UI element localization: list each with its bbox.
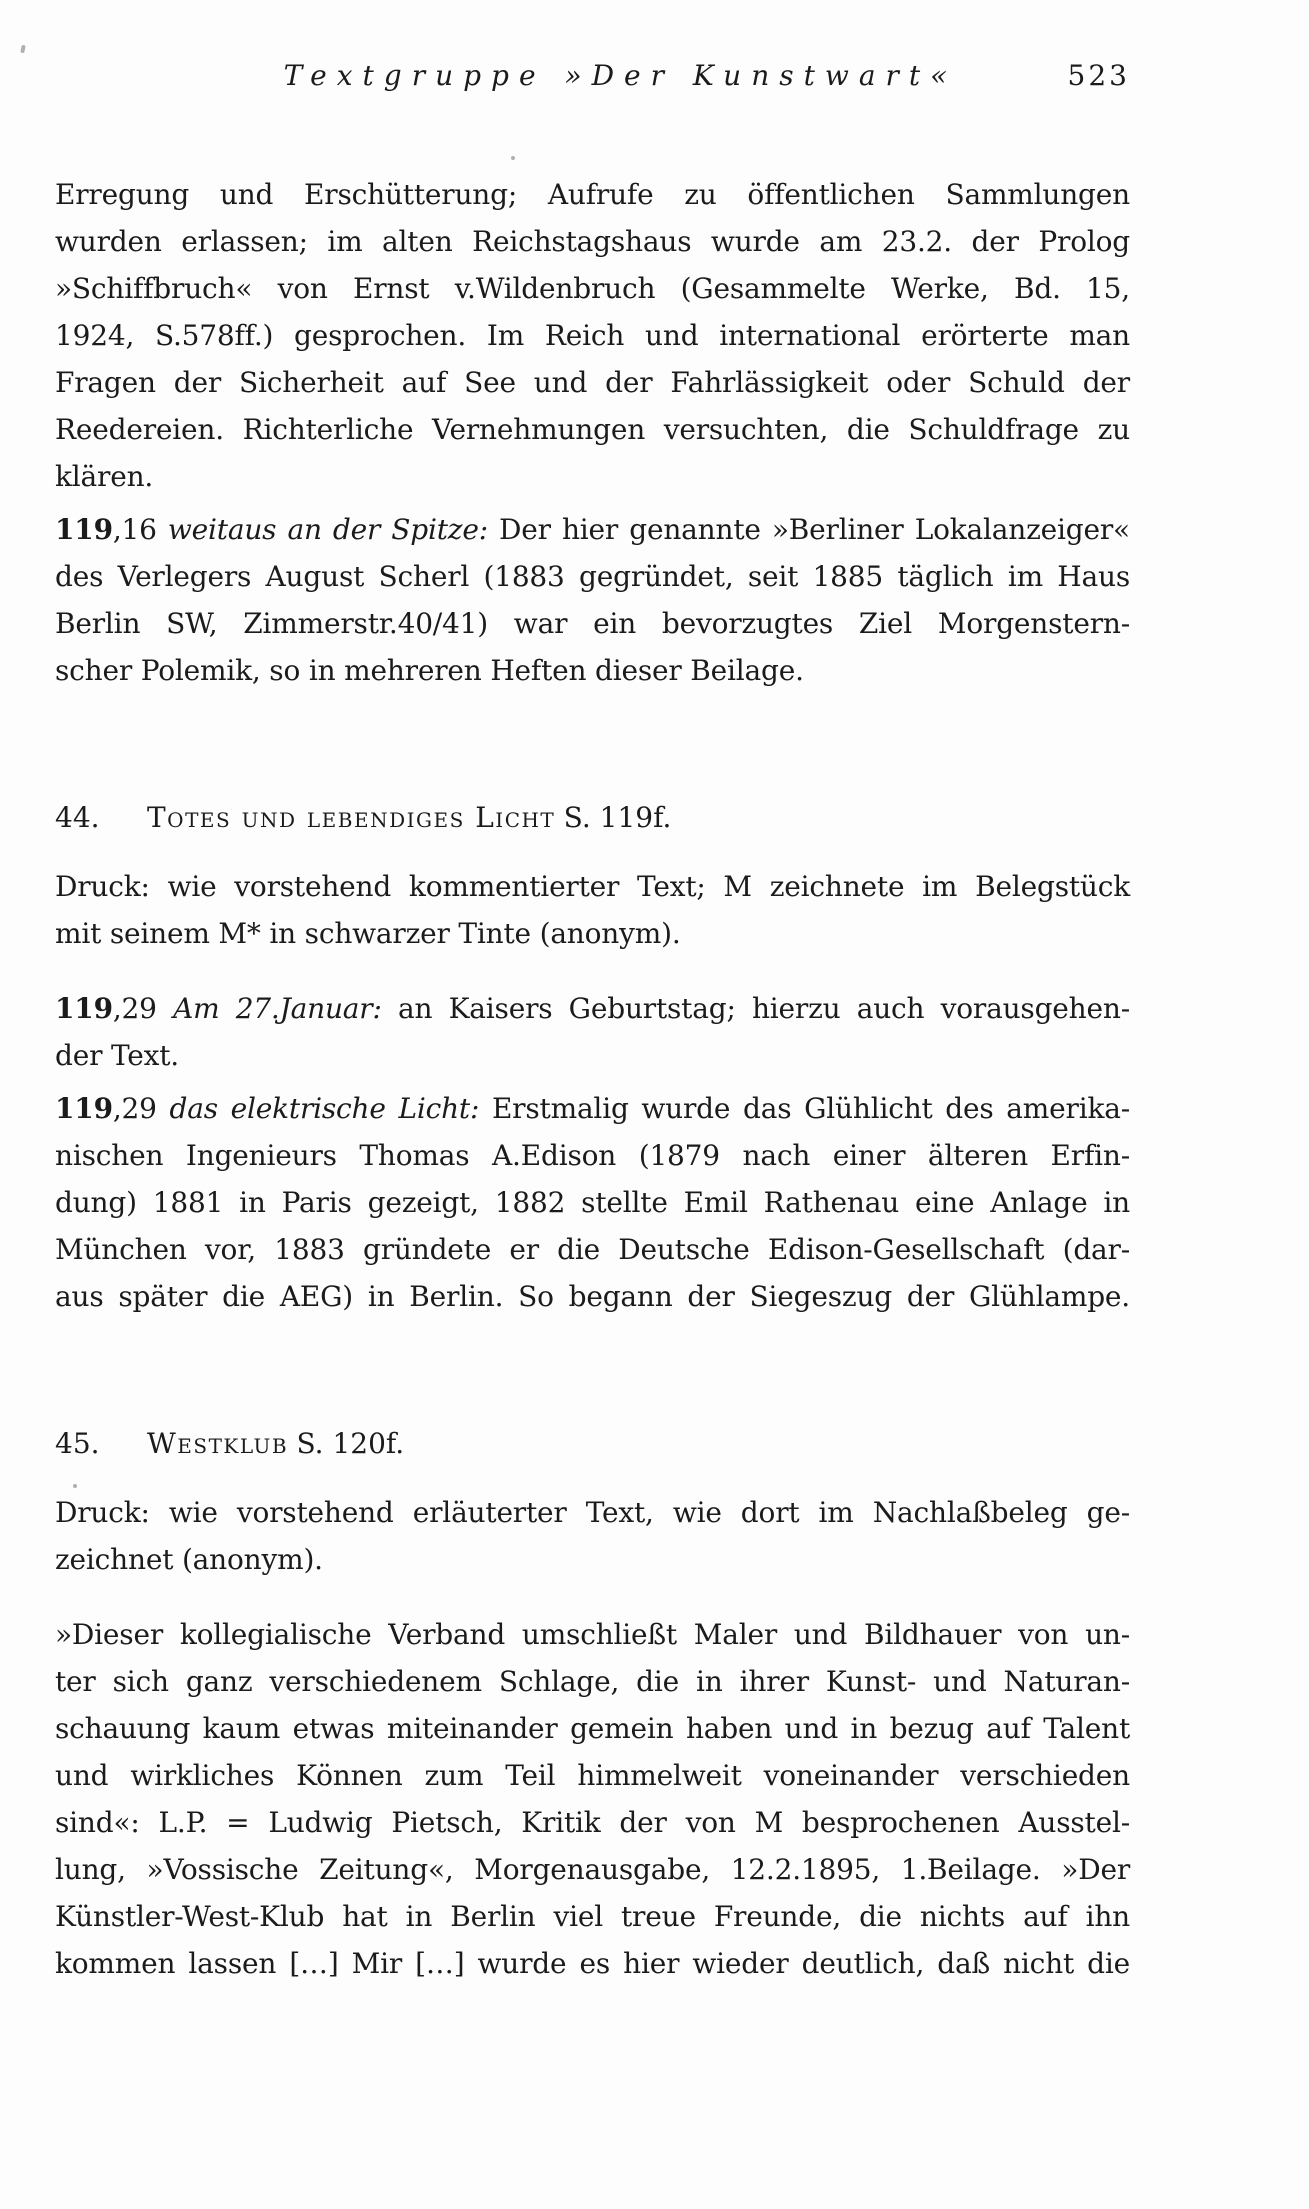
text-line: Erregung und Erschütterung; Aufrufe zu öffentlichen Sammlungen — [55, 178, 1130, 211]
note-119-29-januar — [55, 985, 1130, 1079]
text-line: und wirkliches Können zum Teil himmelweit voneinander verschieden — [55, 1759, 1130, 1792]
section-45-heading — [55, 1420, 1130, 1467]
section-title — [147, 1420, 404, 1467]
text-line: klären. — [55, 460, 154, 493]
section-number: 44. — [55, 801, 100, 834]
text-line: »Schiffbruch« von Ernst v.Wildenbruch (Gesammelte Werke, Bd. 15, — [55, 272, 1130, 305]
text-line: wurden erlassen; im alten Reichstagshaus wurde am 23.2. der Prolog — [55, 225, 1130, 258]
lemma-page-number: 119 — [55, 1092, 113, 1125]
text-line: zeichnet (anonym). — [55, 1543, 323, 1576]
text-line: nischen Ingenieurs Thomas A.Edison (1879 nach einer älteren Erfin- — [55, 1139, 1130, 1172]
lemma-phrase: Am 27.Januar: — [173, 992, 382, 1025]
quote-paragraph — [55, 1611, 1130, 1987]
note-text: Erstmalig wurde das Glühlicht des amerika- — [479, 1092, 1130, 1125]
text-line: mit seinem M* in schwarzer Tinte (anonym). — [55, 917, 681, 950]
running-head — [55, 52, 1130, 99]
text-line: Druck: wie vorstehend kommentierter Text; M zeichnete im Belegstück — [55, 870, 1130, 903]
running-head-title: Textgruppe »Der Kunstwart« — [283, 59, 958, 92]
text-line: sind«: L.P. = Ludwig Pietsch, Kritik der von M besprochenen Ausstel- — [55, 1806, 1130, 1839]
text-column — [55, 52, 1130, 1987]
text-line: Künstler-West-Klub hat in Berlin viel treue Freunde, die nichts auf ihn — [55, 1900, 1130, 1933]
text-line: Berlin SW, Zimmerstr.40/41) war ein bevorzugtes Ziel Morgenstern- — [55, 607, 1130, 640]
lemma-page-number: 119 — [55, 513, 113, 546]
note-first-line — [55, 985, 1130, 1032]
section-page-ref: S. 120f. — [296, 1427, 405, 1460]
note-119-29-licht — [55, 1085, 1130, 1320]
paragraph-sea-disaster — [55, 171, 1130, 500]
text-line: 1924, S.578ff.) gesprochen. Im Reich und international erörterte man — [55, 319, 1130, 352]
text-line: des Verlegers August Scherl (1883 gegründet, seit 1885 täglich im Haus — [55, 560, 1130, 593]
text-line: aus später die AEG) in Berlin. So begann der Siegeszug der Glühlampe. — [55, 1280, 1130, 1313]
text-line: scher Polemik, so in mehreren Heften dieser Beilage. — [55, 654, 804, 687]
lemma-page-number: 119 — [55, 992, 113, 1025]
text-line: »Dieser kollegialische Verband umschließt Maler und Bildhauer von un- — [55, 1618, 1130, 1651]
lemma-line-number: ,29 — [112, 992, 174, 1025]
section-number: 45. — [55, 1427, 100, 1460]
text-line: der Text. — [55, 1039, 179, 1072]
lemma-phrase: das elektrische Licht: — [169, 1092, 480, 1125]
text-line: Fragen der Sicherheit auf See und der Fahrlässigkeit oder Schuld der — [55, 366, 1130, 399]
section-title-smallcaps: Westklub — [147, 1427, 289, 1460]
note-first-line — [55, 506, 1130, 553]
lemma-line-number: ,29 — [112, 1092, 170, 1125]
druck-note-44 — [55, 863, 1130, 957]
note-first-line — [55, 1085, 1130, 1132]
text-line: lung, »Vossische Zeitung«, Morgenausgabe, 12.2.1895, 1.Beilage. »Der — [55, 1853, 1130, 1886]
note-text: Der hier genannte »Berliner Lokalanzeiger« — [487, 513, 1130, 546]
text-line: München vor, 1883 gründete er die Deutsche Edison-Gesellschaft (dar- — [55, 1233, 1130, 1266]
text-line: dung) 1881 in Paris gezeigt, 1882 stellte Emil Rathenau eine Anlage in — [55, 1186, 1130, 1219]
druck-note-45 — [55, 1489, 1130, 1583]
text-line: kommen lassen […] Mir […] wurde es hier wieder deutlich, daß nicht die — [55, 1947, 1130, 1980]
note-119-16 — [55, 506, 1130, 694]
text-line: Druck: wie vorstehend erläuterter Text, wie dort im Nachlaßbeleg ge- — [55, 1496, 1130, 1529]
section-44-heading — [55, 794, 1130, 841]
lemma-phrase: weitaus an der Spitze: — [167, 513, 488, 546]
text-line: schauung kaum etwas miteinander gemein haben und in bezug auf Talent — [55, 1712, 1130, 1745]
page-number: 523 — [1067, 59, 1130, 92]
section-page-ref: S. 119f. — [563, 801, 672, 834]
note-text: an Kaisers Geburtstag; hierzu auch vorausgehen- — [381, 992, 1130, 1025]
section-title-smallcaps: Totes und lebendiges Licht — [147, 801, 556, 834]
lemma-line-number: ,16 — [112, 513, 168, 546]
text-line: Reedereien. Richterliche Vernehmungen versuchten, die Schuldfrage zu — [55, 413, 1130, 446]
section-title — [147, 794, 671, 841]
text-line: ter sich ganz verschiedenem Schlage, die in ihrer Kunst- und Naturan- — [55, 1665, 1130, 1698]
